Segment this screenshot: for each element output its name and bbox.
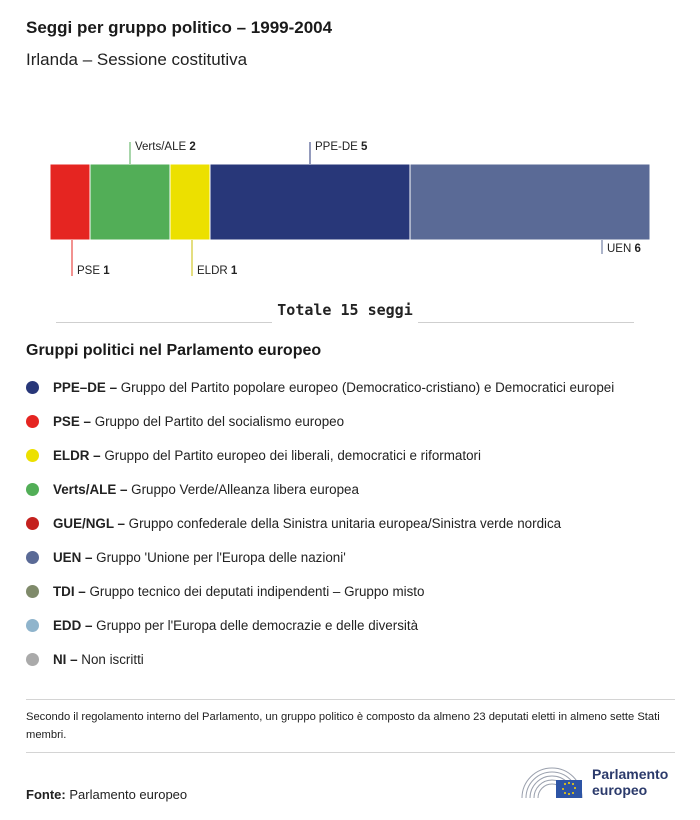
logo-wordmark: Parlamento europeo — [592, 766, 669, 798]
bar-segment-pse — [50, 164, 90, 240]
source — [26, 787, 187, 802]
data-label: PPE-DE 5 — [315, 141, 368, 153]
legend-dot-icon — [26, 517, 39, 530]
data-label: UEN 6 — [607, 243, 641, 255]
legend-dot-icon — [26, 653, 39, 666]
legend-abbr: Verts/ALE – — [53, 481, 132, 497]
legend-abbr: UEN – — [53, 549, 97, 565]
legend-description: Gruppo del Partito popolare europeo (Democratico-cristiano) e Democratici europei — [120, 379, 615, 395]
legend-abbr: GUE/NGL – — [53, 515, 129, 531]
legend-description: Gruppo per l'Europa delle democrazie e delle diversità — [96, 617, 419, 633]
legend-item — [26, 404, 686, 438]
data-label: Verts/ALE 2 — [135, 141, 196, 153]
footnote: Secondo il regolamento interno del Parlamento, un gruppo politico è composto da almeno 23 deputati eletti in almeno sette Stati membri. — [26, 711, 660, 741]
legend-abbr: PPE–DE – — [53, 379, 121, 395]
legend-item — [26, 438, 686, 472]
chart-title: Seggi per gruppo politico – 1999-2004 — [26, 18, 333, 37]
legend-dot-icon — [26, 483, 39, 496]
bar-segment-ppe-de — [210, 164, 410, 240]
data-label: ELDR 1 — [197, 265, 238, 277]
divider — [26, 699, 675, 700]
legend-description: Gruppo 'Unione per l'Europa delle nazioni' — [96, 549, 346, 565]
source-label: Fonte: — [26, 787, 66, 802]
legend-description: Gruppo Verde/Alleanza libera europea — [131, 481, 359, 497]
total-divider-right — [418, 322, 634, 323]
legend-abbr: NI – — [53, 651, 82, 667]
legend-item — [26, 370, 686, 404]
bar-segment-eldr — [170, 164, 210, 240]
legend-item — [26, 642, 686, 676]
legend-item — [26, 574, 686, 608]
legend-dot-icon — [26, 585, 39, 598]
european-parliament-logo — [520, 762, 680, 802]
seats-stacked-bar-chart — [0, 120, 700, 290]
source-value: Parlamento europeo — [69, 787, 188, 802]
chart-subtitle: Irlanda – Sessione costitutiva — [26, 50, 248, 69]
legend-dot-icon — [26, 381, 39, 394]
legend-item — [26, 472, 686, 506]
legend-description: Gruppo tecnico dei deputati indipendenti – Gruppo misto — [89, 583, 425, 599]
divider — [26, 752, 675, 753]
data-label: PSE 1 — [77, 265, 110, 277]
legend-list — [26, 370, 686, 676]
legend-description: Gruppo del Partito europeo dei liberali, democratici e riformatori — [104, 447, 481, 463]
legend-description: Gruppo del Partito del socialismo europeo — [94, 413, 345, 429]
legend-dot-icon — [26, 551, 39, 564]
total-divider-left — [56, 322, 272, 323]
legend-abbr: PSE – — [53, 413, 95, 429]
legend-title: Gruppi politici nel Parlamento europeo — [26, 342, 322, 359]
bar-segment-verts-ale — [90, 164, 170, 240]
legend-dot-icon — [26, 619, 39, 632]
legend-abbr: TDI – — [53, 583, 90, 599]
legend-description: Non iscritti — [81, 651, 144, 667]
legend-description: Gruppo confederale della Sinistra unitaria europea/Sinistra verde nordica — [128, 515, 562, 531]
legend-item — [26, 608, 686, 642]
legend-item — [26, 506, 686, 540]
legend-item — [26, 540, 686, 574]
legend-abbr: EDD – — [53, 617, 97, 633]
legend-dot-icon — [26, 449, 39, 462]
legend-dot-icon — [26, 415, 39, 428]
legend-abbr: ELDR – — [53, 447, 105, 463]
total-seats — [56, 300, 634, 342]
bar-segment-uen — [410, 164, 650, 240]
parliament-hemicycle-icon — [520, 764, 584, 800]
total-seats-label: Totale 15 seggi — [277, 301, 413, 319]
